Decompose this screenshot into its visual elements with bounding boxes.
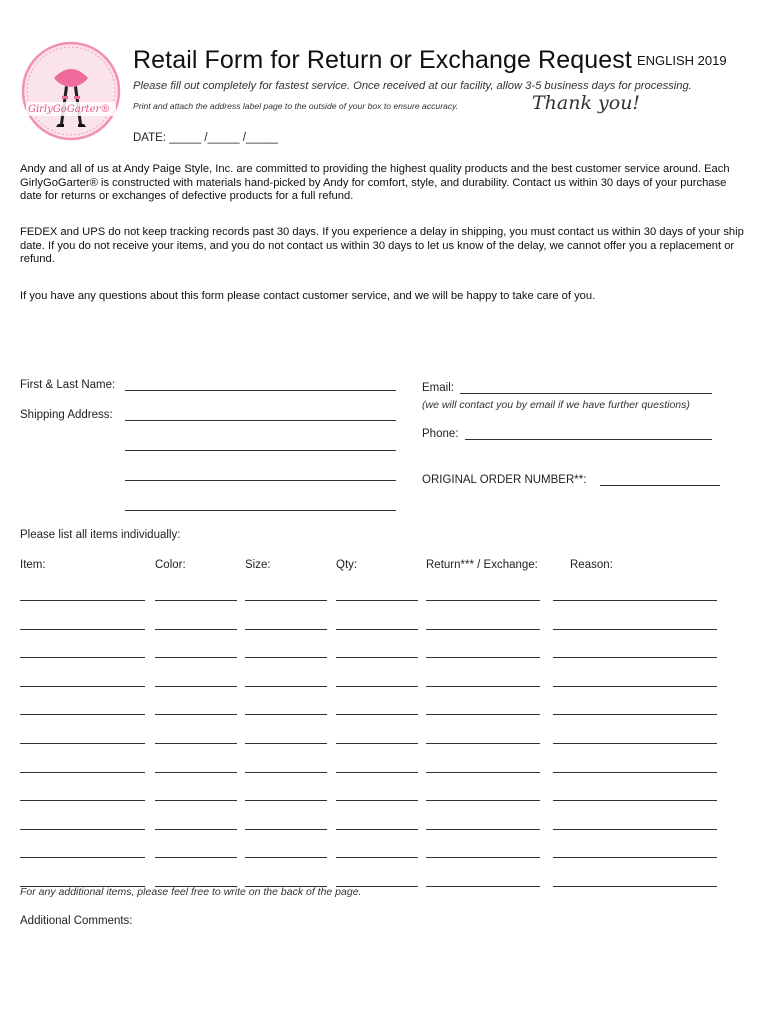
additional-comments-area[interactable] bbox=[20, 935, 750, 1015]
color-field[interactable] bbox=[155, 629, 237, 630]
column-header-qty: Qty: bbox=[336, 559, 358, 571]
qty-field[interactable] bbox=[336, 686, 418, 687]
qty-field[interactable] bbox=[336, 629, 418, 630]
table-row bbox=[0, 657, 770, 667]
size-field[interactable] bbox=[245, 857, 327, 858]
column-header-item: Item: bbox=[20, 559, 46, 571]
color-field[interactable] bbox=[155, 857, 237, 858]
qty-field[interactable] bbox=[336, 829, 418, 830]
return-exchange-field[interactable] bbox=[426, 629, 540, 630]
date-field[interactable]: DATE: _____ /_____ /_____ bbox=[133, 132, 278, 144]
column-header-size: Size: bbox=[245, 559, 271, 571]
table-row bbox=[0, 686, 770, 696]
size-field[interactable] bbox=[245, 600, 327, 601]
contact-paragraph: If you have any questions about this form please contact customer service, and we will be happy to take care of you. bbox=[20, 290, 596, 302]
size-field[interactable] bbox=[245, 772, 327, 773]
reason-field[interactable] bbox=[553, 772, 717, 773]
item-field[interactable] bbox=[20, 772, 145, 773]
reason-field[interactable] bbox=[553, 600, 717, 601]
column-header-reason: Reason: bbox=[570, 559, 613, 571]
return-exchange-field[interactable] bbox=[426, 743, 540, 744]
column-header-color: Color: bbox=[155, 559, 186, 571]
form-title: Retail Form for Return or Exchange Request bbox=[133, 46, 632, 74]
edition-label: ENGLISH 2019 bbox=[637, 53, 727, 68]
shipping-address-label: Shipping Address: bbox=[20, 409, 113, 421]
email-field[interactable] bbox=[460, 393, 712, 394]
table-row bbox=[0, 800, 770, 810]
column-header-return-exchange: Return*** / Exchange: bbox=[426, 559, 538, 571]
shipping-address-line-3[interactable] bbox=[125, 480, 396, 481]
size-field[interactable] bbox=[245, 657, 327, 658]
item-field[interactable] bbox=[20, 629, 145, 630]
qty-field[interactable] bbox=[336, 743, 418, 744]
color-field[interactable] bbox=[155, 600, 237, 601]
qty-field[interactable] bbox=[336, 600, 418, 601]
item-field[interactable] bbox=[20, 743, 145, 744]
return-exchange-field[interactable] bbox=[426, 829, 540, 830]
size-field[interactable] bbox=[245, 686, 327, 687]
size-field[interactable] bbox=[245, 800, 327, 801]
thank-you-text: Thank you! bbox=[532, 92, 641, 114]
qty-field[interactable] bbox=[336, 857, 418, 858]
size-field[interactable] bbox=[245, 629, 327, 630]
intro-paragraph: Andy and all of us at Andy Paige Style, Inc. are committed to providing the highest quality products and the best customer service around. Each GirlyGoGarter® is constructed with materials hand-picked by Andy for comfort, style, and durability. Contact us within 30 days of your purchase date for returns or exchanges of defective products for a full refund. bbox=[20, 163, 730, 202]
reason-field[interactable] bbox=[553, 800, 717, 801]
table-row bbox=[0, 829, 770, 839]
table-row bbox=[0, 629, 770, 639]
item-field[interactable] bbox=[20, 714, 145, 715]
additional-items-note: For any additional items, please feel free to write on the back of the page. bbox=[20, 886, 362, 898]
color-field[interactable] bbox=[155, 772, 237, 773]
order-number-label: ORIGINAL ORDER NUMBER**: bbox=[422, 474, 587, 486]
item-field[interactable] bbox=[20, 857, 145, 858]
label-instruction: Print and attach the address label page to the outside of your box to ensure accuracy. bbox=[133, 101, 459, 111]
additional-comments-label: Additional Comments: bbox=[20, 915, 133, 927]
order-number-field[interactable] bbox=[600, 485, 720, 486]
return-exchange-field[interactable] bbox=[426, 800, 540, 801]
shipping-address-line-4[interactable] bbox=[125, 510, 396, 511]
phone-field[interactable] bbox=[465, 439, 712, 440]
return-exchange-field[interactable] bbox=[426, 714, 540, 715]
return-exchange-field[interactable] bbox=[426, 657, 540, 658]
table-row bbox=[0, 857, 770, 867]
logo-brand-text: GirlyGoGarter® bbox=[28, 104, 111, 115]
shipping-address-line-1[interactable] bbox=[125, 420, 396, 421]
shipping-paragraph: FEDEX and UPS do not keep tracking records past 30 days. If you experience a delay in shipping, you must contact us within 30 days of your ship date. If you do not receive your items, and you do not contact us within 30 days to let us know of the delay, we cannot offer you a replacement or refund. bbox=[20, 226, 744, 265]
email-note: (we will contact you by email if we have further questions) bbox=[422, 399, 690, 411]
subtitle: Please fill out completely for fastest service. Once received at our facility, allow 3-5 business days for processing. bbox=[133, 80, 692, 92]
color-field[interactable] bbox=[155, 743, 237, 744]
size-field[interactable] bbox=[245, 829, 327, 830]
qty-field[interactable] bbox=[336, 800, 418, 801]
qty-field[interactable] bbox=[336, 657, 418, 658]
table-row bbox=[0, 743, 770, 753]
color-field[interactable] bbox=[155, 714, 237, 715]
item-field[interactable] bbox=[20, 600, 145, 601]
name-field[interactable] bbox=[125, 390, 396, 391]
reason-field[interactable] bbox=[553, 743, 717, 744]
reason-field[interactable] bbox=[553, 886, 717, 887]
items-intro: Please list all items individually: bbox=[20, 529, 181, 541]
reason-field[interactable] bbox=[553, 629, 717, 630]
name-label: First & Last Name: bbox=[20, 379, 116, 391]
return-exchange-field[interactable] bbox=[426, 600, 540, 601]
phone-label: Phone: bbox=[422, 428, 459, 440]
email-label: Email: bbox=[422, 382, 454, 394]
qty-field[interactable] bbox=[336, 714, 418, 715]
brand-logo bbox=[20, 40, 122, 142]
table-row bbox=[0, 772, 770, 782]
return-exchange-field[interactable] bbox=[426, 686, 540, 687]
reason-field[interactable] bbox=[553, 857, 717, 858]
color-field[interactable] bbox=[155, 800, 237, 801]
color-field[interactable] bbox=[155, 686, 237, 687]
reason-field[interactable] bbox=[553, 686, 717, 687]
qty-field[interactable] bbox=[336, 772, 418, 773]
color-field[interactable] bbox=[155, 657, 237, 658]
return-exchange-field[interactable] bbox=[426, 886, 540, 887]
size-field[interactable] bbox=[245, 743, 327, 744]
item-field[interactable] bbox=[20, 686, 145, 687]
return-exchange-field[interactable] bbox=[426, 857, 540, 858]
reason-field[interactable] bbox=[553, 829, 717, 830]
table-row bbox=[0, 714, 770, 724]
reason-field[interactable] bbox=[553, 714, 717, 715]
table-row bbox=[0, 600, 770, 610]
return-exchange-field[interactable] bbox=[426, 772, 540, 773]
shipping-address-line-2[interactable] bbox=[125, 450, 396, 451]
item-field[interactable] bbox=[20, 829, 145, 830]
item-field[interactable] bbox=[20, 800, 145, 801]
item-field[interactable] bbox=[20, 657, 145, 658]
reason-field[interactable] bbox=[553, 657, 717, 658]
size-field[interactable] bbox=[245, 714, 327, 715]
color-field[interactable] bbox=[155, 829, 237, 830]
